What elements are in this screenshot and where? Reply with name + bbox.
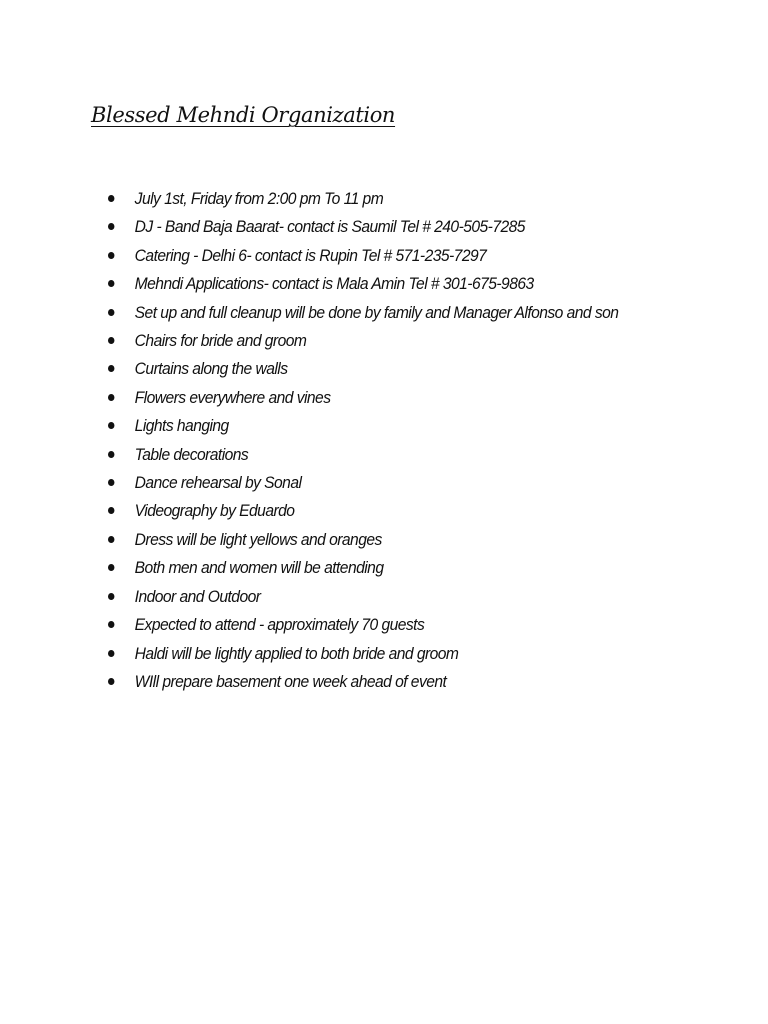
list-item-text: Lights hanging	[134, 416, 229, 436]
list-item	[108, 412, 623, 440]
bullet-icon	[108, 337, 114, 344]
list-item-text: July 1st, Friday from 2:00 pm To 11 pm	[134, 189, 384, 208]
list-item-text: DJ - Band Baja Baarat- contact is Saumil Tel # 240-505-7285	[134, 217, 525, 237]
list-item	[108, 554, 623, 582]
bullet-icon	[108, 252, 114, 259]
list-item-text: Dress will be light yellows and oranges	[134, 529, 382, 549]
list-item-text: Catering - Delhi 6- contact is Rupin Tel # 571-235-7297	[134, 245, 487, 265]
list-item	[108, 384, 623, 412]
list-item-text: Flowers everywhere and vines	[134, 387, 331, 407]
list-item	[108, 640, 623, 668]
bullet-icon	[108, 280, 114, 287]
list-item	[108, 497, 623, 525]
list-item	[108, 668, 623, 696]
document-title: Blessed Mehndi Organization	[91, 103, 396, 127]
list-item	[108, 185, 623, 213]
list-item	[108, 583, 623, 611]
list-item	[108, 299, 623, 327]
bullet-icon	[108, 479, 114, 486]
bullet-icon	[108, 365, 114, 372]
bullet-icon	[108, 593, 114, 600]
bullet-icon	[108, 394, 114, 401]
list-item	[108, 327, 623, 355]
list-item-text: Both men and women will be attending	[134, 558, 384, 578]
list-item-text: Expected to attend - approximately 70 guests	[134, 615, 425, 635]
list-item	[108, 441, 623, 469]
list-item	[108, 242, 623, 270]
list-item	[108, 611, 623, 639]
bullet-icon	[108, 309, 114, 316]
bullet-icon	[108, 507, 114, 514]
list-item	[108, 526, 623, 554]
bullet-icon	[108, 195, 114, 202]
event-details-list	[108, 185, 668, 696]
list-item-text: Table decorations	[134, 444, 249, 464]
bullet-icon	[108, 223, 114, 230]
bullet-icon	[108, 621, 114, 628]
list-item-text: Indoor and Outdoor	[134, 586, 261, 606]
list-item-text: Curtains along the walls	[134, 359, 288, 379]
list-item-text: WIll prepare basement one week ahead of event	[134, 671, 447, 691]
bullet-icon	[108, 678, 114, 685]
list-item-text: Mehndi Applications- contact is Mala Amin Tel # 301-675-9863	[134, 274, 534, 294]
bullet-icon	[108, 536, 114, 543]
list-item-text: Chairs for bride and groom	[134, 331, 307, 351]
list-item	[108, 355, 623, 383]
list-item	[108, 213, 623, 241]
bullet-icon	[108, 564, 114, 571]
bullet-icon	[108, 650, 114, 657]
list-item-text: Videography by Eduardo	[134, 501, 295, 521]
list-item	[108, 270, 623, 298]
list-item	[108, 469, 623, 497]
bullet-icon	[108, 451, 114, 458]
list-item-text: Dance rehearsal by Sonal	[134, 473, 302, 493]
bullet-icon	[108, 422, 114, 429]
list-item-text: Set up and full cleanup will be done by family and Manager Alfonso and son	[134, 302, 619, 322]
list-item-text: Haldi will be lightly applied to both bride and groom	[134, 643, 459, 663]
